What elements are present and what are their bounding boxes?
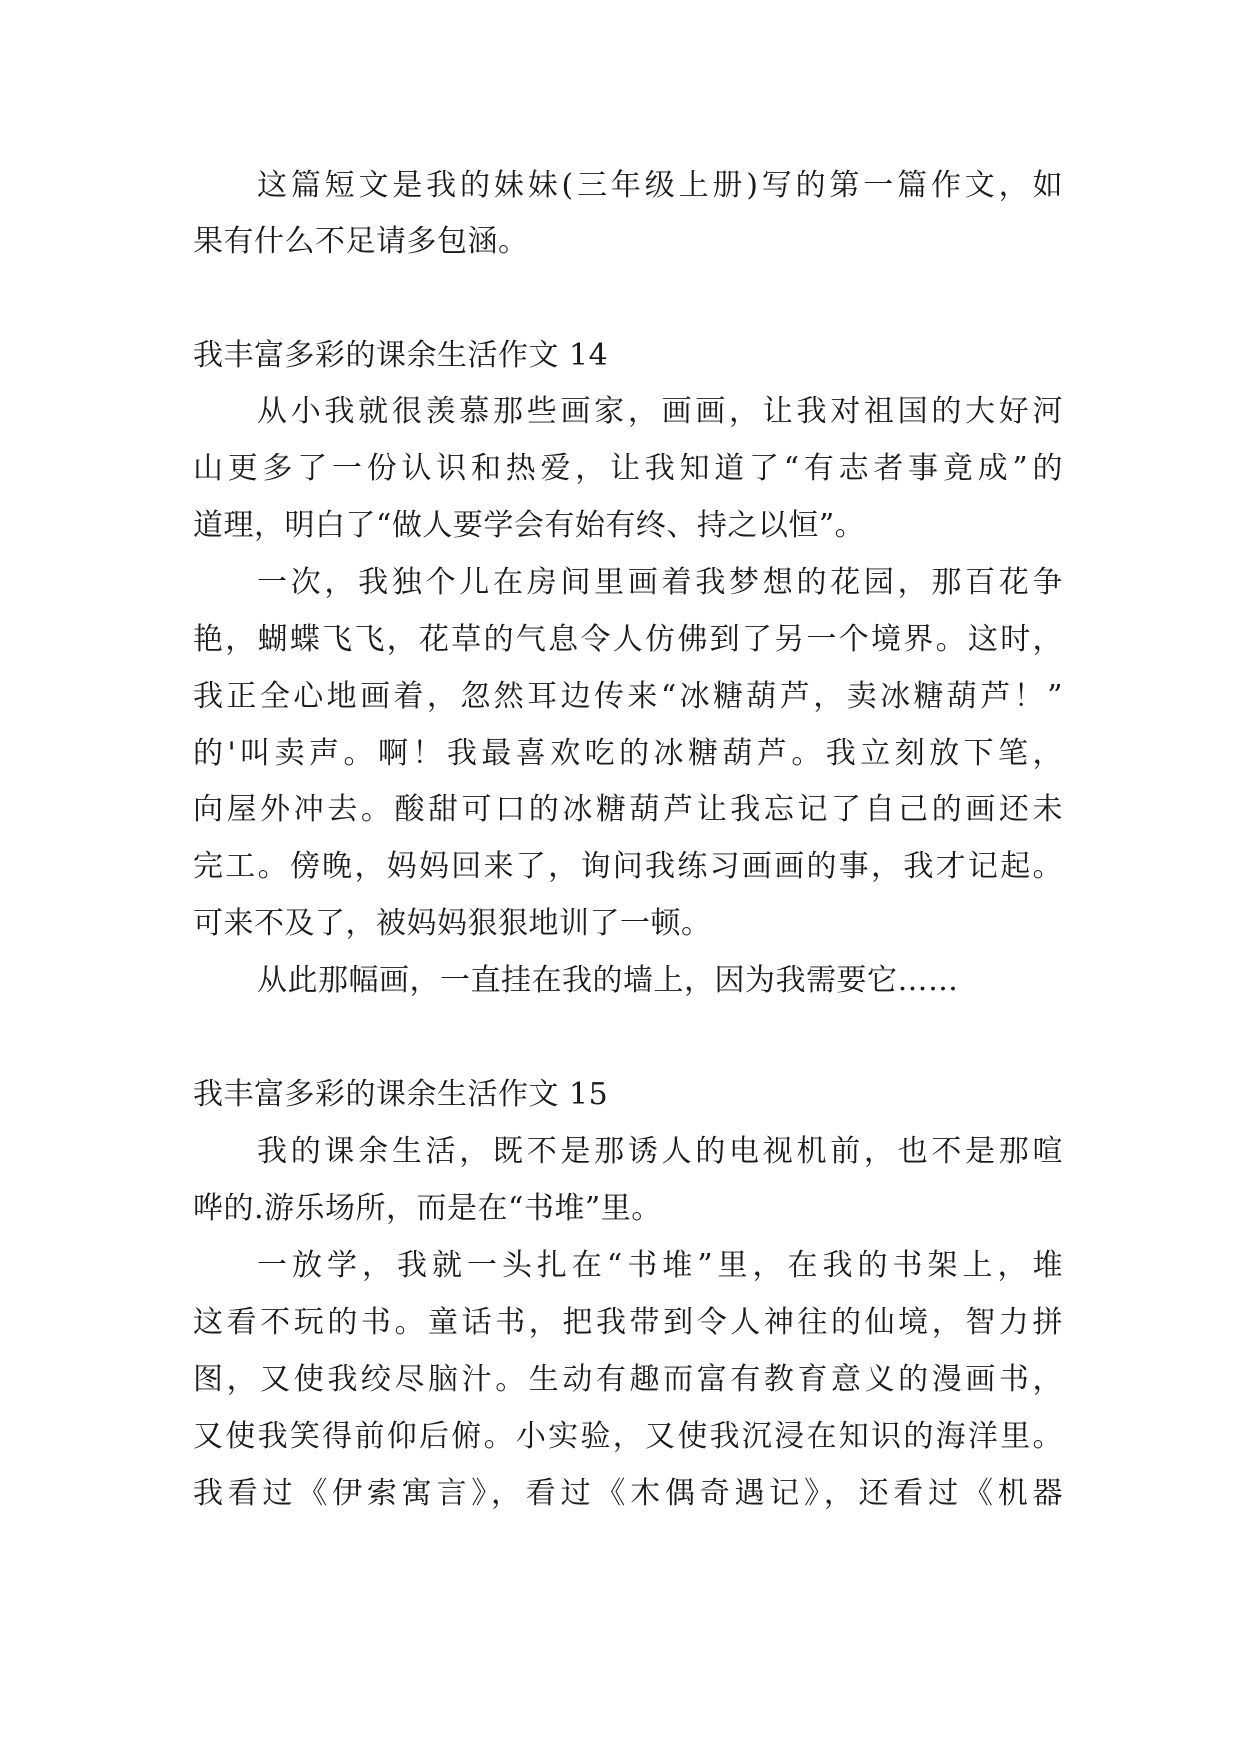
paragraph-line: 艳，蝴蝶飞飞，花草的气息令人仿佛到了另一个境界。这时， [193,622,1063,657]
paragraph-line: 这看不玩的书。童话书，把我带到令人神往的仙境，智力拼 [193,1305,1063,1340]
paragraph-line: 从此那幅画，一直挂在我的墙上，因为我需要它…… [257,963,959,998]
section-heading: 我丰富多彩的课余生活作文 14 [193,338,609,373]
paragraph-line: 我看过《伊索寓言》，看过《木偶奇遇记》，还看过《机器 [193,1476,1063,1511]
paragraph-line: 山更多了一份认识和热爱，让我知道了“有志者事竟成”的 [193,451,1063,486]
paragraph-line: 我的课余生活，既不是那诱人的电视机前，也不是那喧 [257,1134,1063,1169]
paragraph-line: 可来不及了，被妈妈狠狠地训了一顿。 [193,906,712,941]
paragraph-line: 又使我笑得前仰后俯。小实验，又使我沉浸在知识的海洋里。 [193,1419,1063,1454]
paragraph-line: 哗的.游乐场所，而是在“书堆”里。 [193,1191,662,1226]
paragraph-line: 我正全心地画着，忽然耳边传来“冰糖葫芦，卖冰糖葫芦！” [193,679,1063,714]
intro-line: 这篇短文是我的妹妹(三年级上册)写的第一篇作文，如 [257,168,1063,203]
paragraph-line: 的'叫卖声。啊！我最喜欢吃的冰糖葫芦。我立刻放下笔， [193,736,1063,771]
paragraph-line: 完工。傍晚，妈妈回来了，询问我练习画画的事，我才记起。 [193,849,1063,884]
paragraph-line: 道理，明白了“做人要学会有始有终、持之以恒”。 [193,508,866,543]
paragraph-line: 一放学，我就一头扎在“书堆”里，在我的书架上，堆 [257,1248,1063,1283]
paragraph-line: 图，又使我绞尽脑汁。生动有趣而富有教育意义的漫画书， [193,1362,1063,1397]
paragraph-line: 一次，我独个儿在房间里画着我梦想的花园，那百花争 [257,565,1063,600]
section-heading: 我丰富多彩的课余生活作文 15 [193,1077,609,1112]
intro-line: 果有什么不足请多包涵。 [193,224,529,259]
paragraph-line: 从小我就很羡慕那些画家，画画，让我对祖国的大好河 [257,394,1063,429]
paragraph-line: 向屋外冲去。酸甜可口的冰糖葫芦让我忘记了自己的画还未 [193,792,1063,827]
